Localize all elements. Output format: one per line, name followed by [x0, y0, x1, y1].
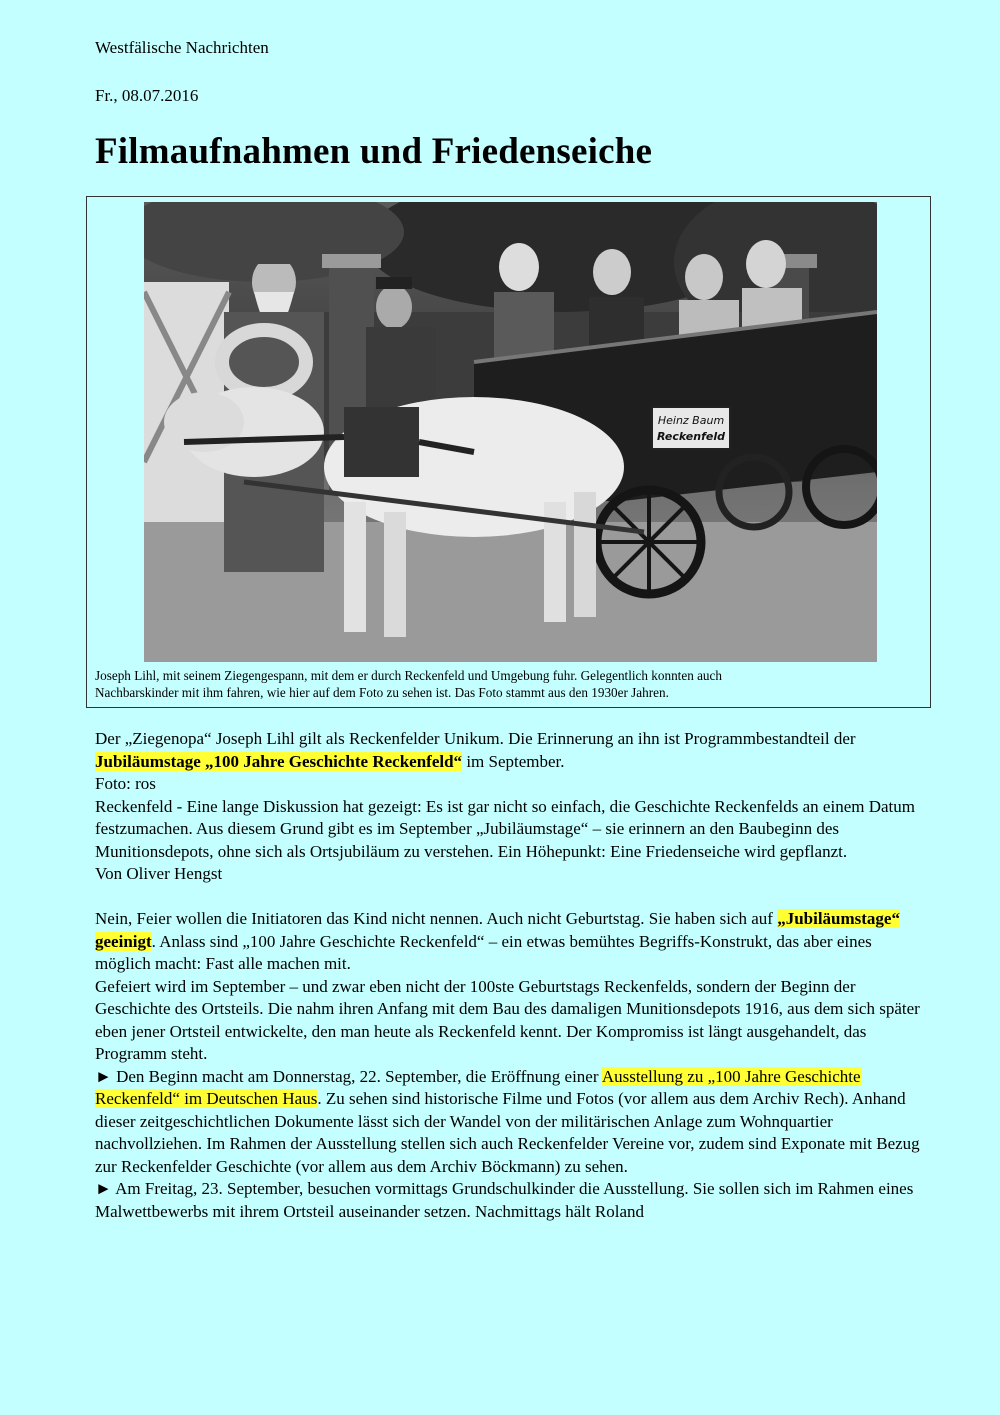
paragraph-3-text: ► Den Beginn macht am Donnerstag, 22. September, die Eröffnung einer [95, 1066, 602, 1086]
article-author: Von Oliver Hengst [95, 864, 223, 883]
paragraph-1 [95, 908, 930, 976]
goat-cart-photo [144, 202, 877, 662]
photo-intro [95, 728, 930, 773]
caption-line-1: Joseph Lihl, mit seinem Ziegengespann, mit dem er durch Reckenfeld und Umgebung fuhr. Gelegentlich konnten auch [95, 668, 722, 683]
photo-caption [95, 667, 923, 701]
photo-figure [86, 196, 931, 708]
highlight-ausstellung: Ausstellung zu „100 Jahre Geschichte Reckenfeld“ im Deutschen Haus [95, 1066, 861, 1108]
paragraph-1-text: Nein, Feier wollen die Initiatoren das Kind nicht nennen. Auch nicht Geburtstag. Sie haben sich auf [95, 909, 778, 928]
paragraph-3-text-end: . Zu sehen sind historische Filme und Fotos (vor allem aus dem Archiv Rech). Anhand dieser zeitgeschichtlichen Dokumente lässt sich der Wandel von der militärischen Anlage zum Wohnquartier nachvollziehen. Im Rahmen der Ausstellung stellen sich auch Reckenfelder Vereine vor, zudem sind Exponate mit Bezug zur Reckenfelder Geschichte (vor allem aus dem Archiv Böckmann) zu sehen. [95, 1089, 920, 1176]
newspaper-name: Westfälische Nachrichten [95, 38, 269, 57]
article-title: Filmaufnahmen und Friedenseiche [95, 131, 653, 172]
paragraph-3 [95, 1066, 930, 1179]
highlight-jubilaeumstage: Jubiläumstage „100 Jahre Geschichte Reckenfeld“ [95, 751, 463, 771]
historic-photo [144, 202, 877, 662]
photo-credit: Foto: ros [95, 774, 156, 793]
paragraph-1-text-end: . Anlass sind „100 Jahre Geschichte Reckenfeld“ – ein etwas bemühtes Begriffs-Konstrukt, das aber eines möglich macht: Fast alle machen mit. [95, 931, 872, 973]
article-body [95, 728, 930, 1223]
article-lead: Reckenfeld - Eine lange Diskussion hat gezeigt: Es ist gar nicht so einfach, die Geschichte Reckenfelds an einem Datum festzumachen. Aus diesem Grund gibt es im September „Jubiläumstage“ – sie erinnern an den Baubeginn des Munitionsdepots, ohne sich als Ortsjubiläum zu verstehen. Ein Höhepunkt: Eine Friedenseiche wird gepflanzt. [95, 796, 915, 861]
highlight-geeinigt: „Jubiläumstage“ geeinigt [95, 909, 900, 951]
publication-date: Fr., 08.07.2016 [95, 86, 199, 105]
paragraph-gap [95, 886, 930, 909]
cart-sign-line2: Reckenfeld [656, 430, 726, 443]
paragraph-2: Gefeiert wird im September – und zwar eben nicht der 100ste Geburtstags Reckenfelds, sondern der Beginn der Geschichte des Ortsteils. Die nahm ihren Anfang mit dem Bau des damaligen Munitionsdepots 1916, aus dem sich später eben jener Ortsteil entwickelte, den man heute als Reckenfeld kennt. Der Kompromiss ist längt ausgehandelt, das Programm steht. [95, 976, 920, 1063]
intro-text-end: im September. [462, 751, 565, 771]
caption-line-2: Nachbarskinder mit ihm fahren, wie hier auf dem Foto zu sehen ist. Das Foto stammt aus den 1930er Jahren. [95, 685, 669, 700]
paragraph-4: ► Am Freitag, 23. September, besuchen vormittags Grundschulkinder die Ausstellung. Sie sollen sich im Rahmen eines Malwettbewerbs mit ihrem Ortsteil auseinander setzen. Nachmittags hält Roland [95, 1179, 914, 1221]
intro-text: Der „Ziegenopa“ Joseph Lihl gilt als Reckenfelder Unikum. Die Erinnerung an ihn ist Programmbestandteil der [95, 729, 856, 748]
cart-sign-line1: Heinz Baum [657, 414, 725, 427]
